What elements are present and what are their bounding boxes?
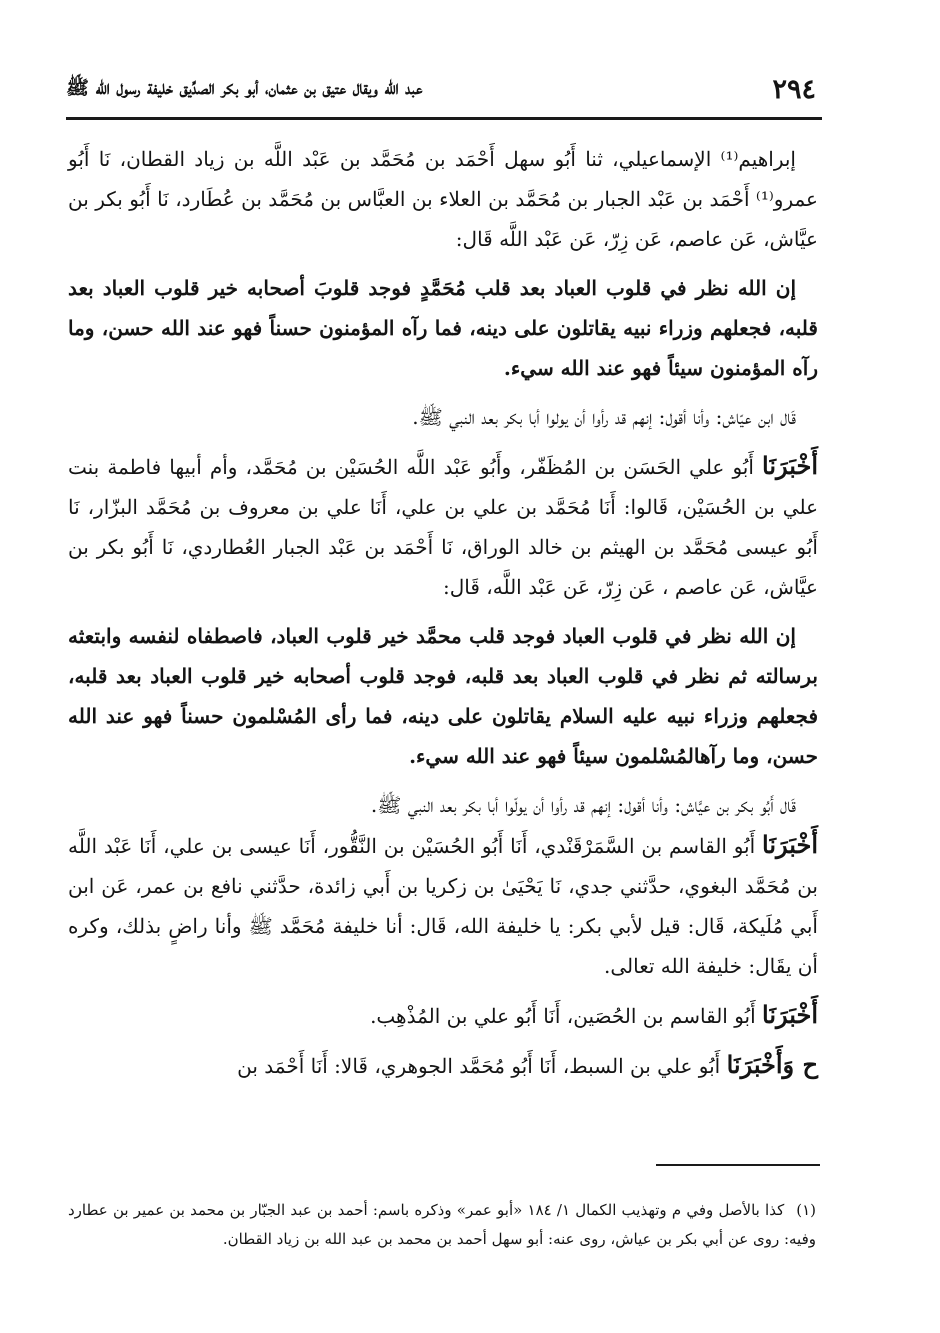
akhbarana-lead: أَخْبَرَنَا: [762, 830, 818, 859]
page-header: [66, 72, 820, 112]
paragraph-text: أَبُو علي الحَسَن بن المُظَفّر، وأَبُو عَبْد اللَّه الحُسَيْن بن مُحَمَّد، وأم أبيها فاطمة بنت علي بن الحُسَيْن، قَالوا: أَنَا مُحَمَّد بن علي بن علي، أَنَا علي بن معروف بن مُحَمَّد البزّار، نَا أَبُو عيسى مُحَمَّد بن الهيثم بن خالد الوراق، نَا أَحْمَد بن عَبْد الجبار العُطاردي، نَا أَبُو بكر بن عيَّاش، عَن عاصم ، عَن زِرّ، عَن عَبْد اللَّه، قَال:: [68, 455, 818, 599]
akhbarana-lead: أَخْبَرَنَا: [762, 451, 818, 480]
header-rule: [66, 117, 822, 120]
paragraph-text: أَبُو القاسم بن الحُصَين، أَنَا أَبُو علي بن المُذْهِب.: [370, 1004, 763, 1028]
footnote: [68, 1196, 816, 1254]
isnad-paragraph: [68, 825, 818, 986]
paragraph-text: إن الله نظر في قلوب العباد فوجد قلب محمَّد خير قلوب العباد، فاصطفاه لنفسه وابتعثه برسالته ثم نظر في قلوب العباد بعد قلبه، فوجد قلوب أصحابه خير قلوب العباد بعد قلبه، فجعلهم وزراء نبيه عليه السلام يقاتلون على دينه، فما رأى المُسْلمون حسناً فهو عند الله حسن، وما رآهالمُسْلمون سيئاً فهو عند الله سيء.: [68, 624, 818, 768]
footnotes: [68, 1196, 816, 1254]
footnote-rule: [656, 1164, 820, 1166]
hadith-text: [68, 268, 818, 388]
paragraph-text: قَال ابن عيّاش: وأنا أقول: إنهم قد رأوا أن يولوا أبا بكر بعد النبي ﷺ.: [412, 405, 796, 429]
isnad-paragraph: [68, 139, 818, 259]
paragraph-text: أَبُو القاسم بن السَّمَرْقَنْدي، أَنَا أَبُو الحُسَيْن بن النَّقُّور، أَنَا عيسى بن علي، أَنَا عَبْد اللَّه بن مُحَمَّد البغوي، حدَّثني جدي، نَا يَحْيَىٰ بن زكريا بن أَبي زائدة، حدَّثني نافع بن عمر، عَن ابن أَبي مُلَيكة، قَال: قيل لأبي بكر: يا خليفة الله، قَال: أنا خليفة مُحَمَّد ﷺ وأنا راضٍ بذلك، وكره أن يقَال: خليفة الله تعالى.: [68, 834, 819, 978]
akhbarana-lead: ح وَأَخْبَرَنَا: [726, 1050, 818, 1079]
isnad-paragraph: [68, 1045, 818, 1086]
paragraph-text: قَال أَبُو بكر بن عيَّاش: وأنا أقول: إنهم قد رأوا أن يولّوا أبا بكر بعد النبي ﷺ.: [370, 793, 796, 817]
running-title: عبد الله ويقال عتيق بن عثمان، أبو بكر الصدِّيق خليفة رسول الله ﷺ: [66, 77, 423, 99]
page-number: ٢٩٤: [772, 74, 816, 105]
isnad-paragraph: [68, 995, 818, 1036]
footnote-text: كذا بالأصل وفي م وتهذيب الكمال ١/ ١٨٤ «أبو عمر» وذكره باسم: أحمد بن عبد الجبّار بن محمد بن عمير بن عطارد وفيه: روى عن أبي بكر بن عياش، روى عنه: أبو سهل أحمد بن محمد بن عبد الله بن زياد القطان.: [68, 1201, 816, 1248]
main-text: [68, 139, 818, 1086]
commentary-paragraph: [68, 397, 818, 437]
paragraph-text: إن الله نظر في قلوب العباد بعد قلب مُحَمَّدٍ فوجد قلوبَ أصحابه خير قلوب العباد بعد قلبه، فجعلهم وزراء نبيه يقاتلون على دينه، فما رآه المؤمنون حسناً فهو عند الله حسن، وما رآه المؤمنون سيئاً فهو عند الله سيء.: [68, 276, 818, 380]
isnad-paragraph: [68, 446, 818, 607]
paragraph-text: إبراهيم⁽¹⁾ الإسماعيلي، ثنا أَبُو سهل أَحْمَد بن مُحَمَّد بن عَبْد اللَّه بن زياد القطان، نَا أَبُو عمرو⁽¹⁾ أَحْمَد بن عَبْد الجبار بن مُحَمَّد بن العلاء بن العبَّاس بن مُحَمَّد بن عُطَارد، نَا أَبُو بكر بن عيَّاش، عَن عاصم، عَن زِرّ، عَن عَبْد اللَّه قَال:: [68, 147, 818, 251]
commentary-paragraph: [68, 785, 818, 825]
paragraph-text: أَبُو علي بن السبط، أَنَا أَبُو مُحَمَّد الجوهري، قَالا: أَنَا أَحْمَد بن: [237, 1054, 727, 1078]
akhbarana-lead: أَخْبَرَنَا: [762, 1000, 818, 1029]
footnote-number: (١): [796, 1201, 816, 1219]
hadith-text: [68, 616, 818, 776]
